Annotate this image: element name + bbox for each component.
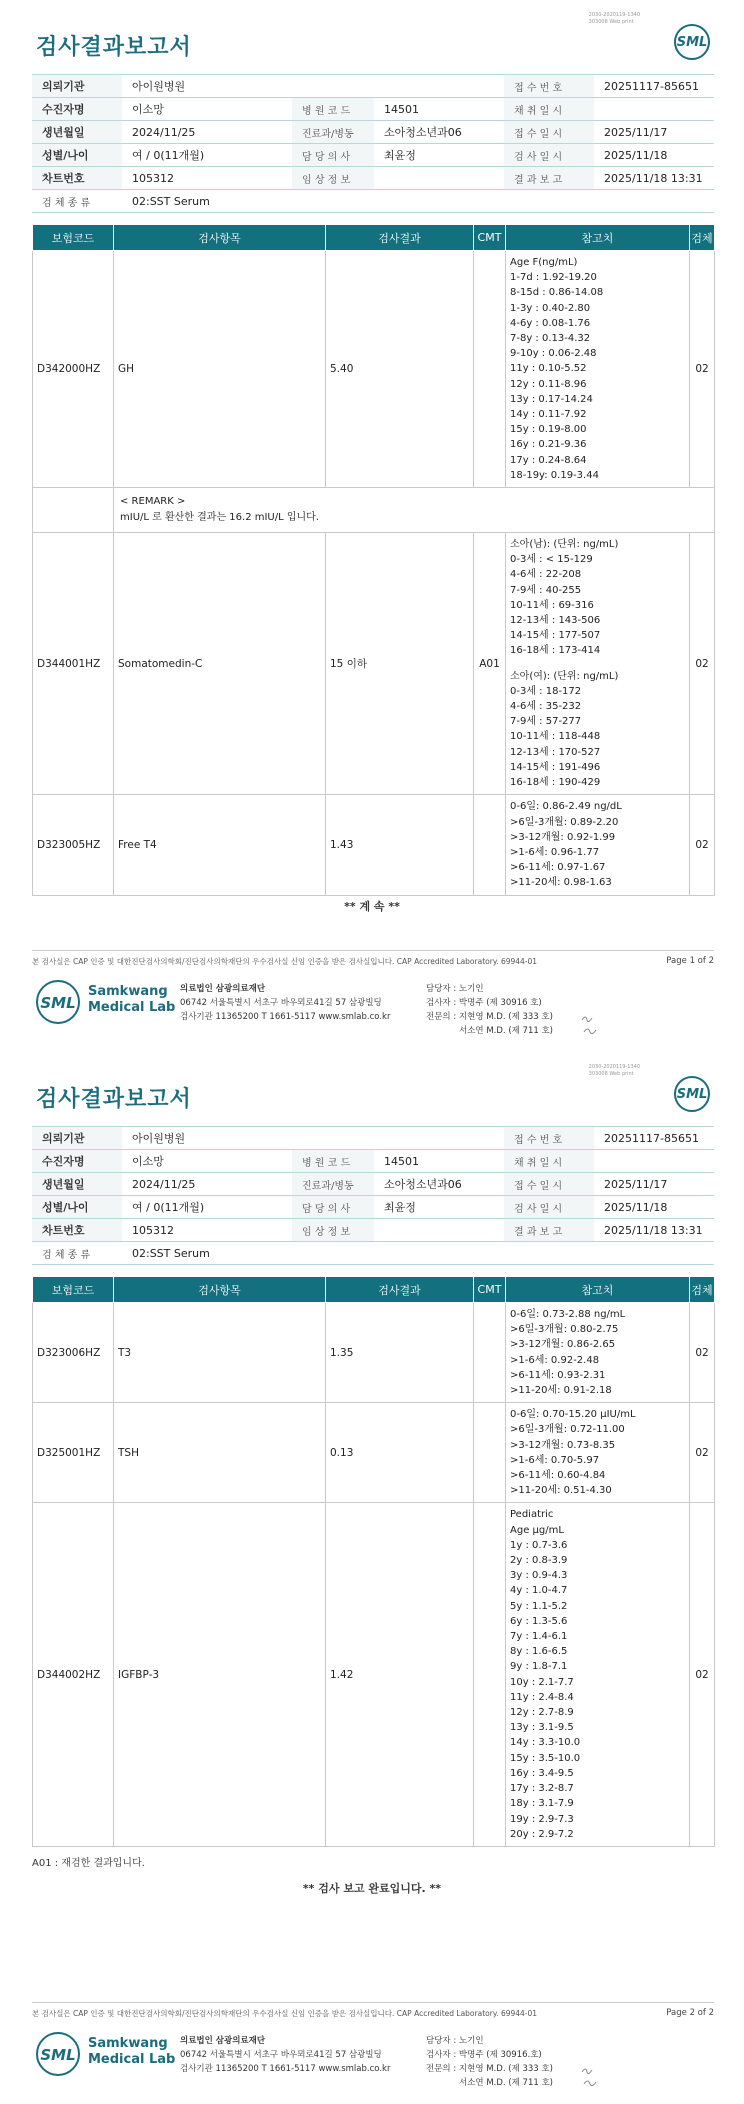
- reference-line: 14y : 3.3-10.0: [510, 1737, 581, 1749]
- value-department: 소아청소년과06: [374, 1173, 504, 1196]
- reference-line: 5y : 1.1-5.2: [510, 1600, 568, 1612]
- report-title: 검사결과보고서: [36, 35, 192, 60]
- reference-line: 10y : 2.1-7.7: [510, 1676, 574, 1688]
- reference-line: >6-11세: 0.60-4.84: [510, 1470, 606, 1482]
- reference-line: >11-20세: 0.91-2.18: [510, 1385, 612, 1397]
- reference-line: >3-12개월: 0.86-2.65: [510, 1339, 616, 1351]
- label-test-date: 검 사 일 시: [504, 1196, 594, 1219]
- report-title: 검사결과보고서: [36, 1087, 192, 1112]
- reference-line: 0-3세 : 18-172: [510, 685, 582, 697]
- reference-line: 1-3y : 0.40-2.80: [510, 302, 591, 314]
- col-reference: 참고치: [506, 225, 690, 251]
- reference-line: 14y : 0.11-7.92: [510, 409, 587, 421]
- remark-line: < REMARK >: [120, 496, 186, 508]
- value-chart: 105312: [122, 1219, 292, 1242]
- print-stamp: 2030-2020119-1340 303008 Web print: [588, 12, 640, 25]
- value-receipt-date: 2025/11/17: [594, 121, 714, 144]
- reference-line: >3-12개월: 0.92-1.99: [510, 831, 616, 843]
- cmt-code: [474, 251, 506, 488]
- reference-line: 10-11세 : 118-448: [510, 731, 601, 743]
- label-report-date: 결 과 보 고: [504, 1219, 594, 1242]
- label-chart: 차트번호: [32, 1219, 122, 1242]
- value-receipt-no: 20251117-85651: [594, 1127, 714, 1150]
- col-insurance-code: 보험코드: [33, 1277, 114, 1303]
- lab-staff: 담당자 : 노기인 검사자 : 박명주 (제 30916 호) 전문의 : 지현영 M.D. (제 333 호) 서소연 M.D. (제 711 호): [426, 984, 554, 1036]
- test-result: 1.42: [326, 1503, 474, 1846]
- test-item: T3: [114, 1303, 326, 1403]
- reference-line: Age μg/mL: [510, 1524, 564, 1536]
- reference-line: 12-13세 : 170-527: [510, 746, 601, 758]
- reference-line: 11y : 2.4-8.4: [510, 1691, 574, 1703]
- reference-range: [506, 1303, 690, 1403]
- insurance-code: D325001HZ: [33, 1403, 114, 1503]
- sml-lab-logo-icon: SML: [36, 980, 80, 1024]
- label-specimen: 검 체 종 류: [32, 1242, 122, 1265]
- reference-line: 12y : 2.7-8.9: [510, 1707, 574, 1719]
- lab-address: 의료법인 삼광의료재단 06742 서울특별시 서초구 바우뫼로41길 57 삼광빌딩 검사기관 11365200 T 1661-5117 www.smlab.co.kr: [180, 984, 391, 1022]
- reference-line: 12-13세 : 143-506: [510, 615, 601, 627]
- insurance-code: D344002HZ: [33, 1503, 114, 1846]
- remark-row: [33, 488, 715, 533]
- lab-staff: 담당자 : 노기인 검사자 : 박명주 (제 30916.호) 전문의 : 지현영 M.D. (제 333 호) 서소연 M.D. (제 711 호): [426, 2036, 554, 2088]
- reference-line: 4-6세 : 22-208: [510, 569, 582, 581]
- result-row: [33, 1503, 715, 1846]
- label-chart: 차트번호: [32, 167, 122, 190]
- reference-line: 소아(여): (단위: ng/mL): [510, 670, 619, 682]
- label-clinical: 임 상 정 보: [292, 1219, 374, 1242]
- reference-line: >1-6세: 0.70-5.97: [510, 1454, 600, 1466]
- label-sex-age: 성별/나이: [32, 1196, 122, 1219]
- reference-line: 4-6세 : 35-232: [510, 701, 582, 713]
- lab-address: 의료법인 삼광의료재단 06742 서울특별시 서초구 바우뫼로41길 57 삼광빌딩 검사기관 11365200 T 1661-5117 www.smlab.co.kr: [180, 2036, 391, 2074]
- label-dob: 생년월일: [32, 1173, 122, 1196]
- col-test-item: 검사항목: [114, 225, 326, 251]
- reference-line: 소아(남): (단위: ng/mL): [510, 539, 619, 551]
- reference-line: >1-6세: 0.92-2.48: [510, 1354, 600, 1366]
- reference-line: 15y : 3.5-10.0: [510, 1752, 581, 1764]
- reference-range: [506, 533, 690, 795]
- lab-brand: Samkwang Medical Lab: [88, 984, 176, 1015]
- test-result: 5.40: [326, 251, 474, 488]
- test-item: TSH: [114, 1403, 326, 1503]
- insurance-code: D323005HZ: [33, 795, 114, 895]
- value-receipt-no: 20251117-85651: [594, 75, 714, 98]
- reference-line: 8y : 1.6-6.5: [510, 1646, 568, 1658]
- col-specimen: 검체: [690, 1277, 715, 1303]
- reference-line: 3y : 0.9-4.3: [510, 1570, 568, 1582]
- reference-line: >6-11세: 0.97-1.67: [510, 862, 606, 874]
- signature-icon: [578, 2064, 602, 2090]
- specimen-code: 02: [690, 1503, 715, 1846]
- reference-line: 9-10y : 0.06-2.48: [510, 348, 597, 360]
- value-specimen: 02:SST Serum: [122, 190, 292, 213]
- reference-line: 16y : 0.21-9.36: [510, 439, 587, 451]
- label-report-date: 결 과 보 고: [504, 167, 594, 190]
- value-hospital: 아이원병원: [122, 1127, 292, 1150]
- reference-line: 0-6일: 0.86-2.49 ng/dL: [510, 801, 622, 813]
- lab-brand: Samkwang Medical Lab: [88, 2036, 176, 2067]
- value-receipt-date: 2025/11/17: [594, 1173, 714, 1196]
- result-row: [33, 1403, 715, 1503]
- remark-text: [114, 488, 715, 533]
- reference-line: 14-15세 : 177-507: [510, 630, 601, 642]
- label-department: 진료과/병동: [292, 121, 374, 144]
- reference-line: 17y : 3.2-8.7: [510, 1783, 574, 1795]
- patient-info-table-2: [32, 1126, 714, 1265]
- label-receipt-no: 접 수 번 호: [504, 1127, 594, 1150]
- reference-line: >3-12개월: 0.73-8.35: [510, 1439, 616, 1451]
- label-dob: 생년월일: [32, 121, 122, 144]
- specimen-code: 02: [690, 1403, 715, 1503]
- label-receipt-date: 접 수 일 시: [504, 1173, 594, 1196]
- cmt-note: A01 : 재검한 결과입니다.: [32, 1858, 145, 1869]
- value-sex-age: 여 / 0(11개월): [122, 144, 292, 167]
- label-collection: 채 취 일 시: [504, 98, 594, 121]
- label-hospital: 의뢰기관: [32, 1127, 122, 1150]
- reference-line: 0-6일: 0.73-2.88 ng/mL: [510, 1309, 626, 1320]
- footer-page-1: [0, 950, 744, 1050]
- value-specimen: 02:SST Serum: [122, 1242, 292, 1265]
- reference-line: 13y : 0.17-14.24: [510, 393, 593, 405]
- label-hospital: 의뢰기관: [32, 75, 122, 98]
- reference-line: 12y : 0.11-8.96: [510, 378, 587, 390]
- label-patient: 수진자명: [32, 98, 122, 121]
- patient-info-table: [32, 74, 714, 213]
- value-clinical: [374, 167, 504, 190]
- reference-line: >1-6세: 0.96-1.77: [510, 846, 600, 858]
- result-row: [33, 1303, 715, 1403]
- reference-line: 17y : 0.24-8.64: [510, 454, 587, 466]
- remark-spacer: [33, 488, 114, 533]
- reference-line: 8-15d : 0.86-14.08: [510, 287, 604, 299]
- test-result: 15 이하: [326, 533, 474, 795]
- label-receipt-date: 접 수 일 시: [504, 121, 594, 144]
- print-stamp: 2030-2020119-1340 303008 Web print: [588, 1064, 640, 1077]
- value-clinical: [374, 1219, 504, 1242]
- value-patient: 이소망: [122, 98, 292, 121]
- remark-line: mIU/L 로 환산한 결과는 16.2 mIU/L 입니다.: [120, 512, 320, 524]
- value-hospital: 아이원병원: [122, 75, 292, 98]
- reference-range: [506, 251, 690, 488]
- value-dob: 2024/11/25: [122, 121, 292, 144]
- reference-line: >6일-3개월: 0.89-2.20: [510, 816, 619, 828]
- reference-line: >11-20세: 0.51-4.30: [510, 1485, 612, 1497]
- reference-line: 18-19y: 0.19-3.44: [510, 469, 599, 481]
- result-row: [33, 533, 715, 795]
- reference-line: 7-9세 : 57-277: [510, 716, 582, 728]
- sml-logo-icon: SML: [674, 24, 710, 60]
- label-receipt-no: 접 수 번 호: [504, 75, 594, 98]
- col-specimen: 검체: [690, 225, 715, 251]
- col-test-item: 검사항목: [114, 1277, 326, 1303]
- value-collection: [594, 1150, 714, 1173]
- label-clinical: 임 상 정 보: [292, 167, 374, 190]
- reference-line: 18y : 3.1-7.9: [510, 1798, 574, 1810]
- label-patient: 수진자명: [32, 1150, 122, 1173]
- cmt-code: A01: [474, 533, 506, 795]
- reference-line: 14-15세 : 191-496: [510, 761, 601, 773]
- cmt-code: [474, 1503, 506, 1846]
- results-table-page-1: [32, 224, 715, 896]
- reference-line: 7-9세 : 40-255: [510, 584, 582, 596]
- label-doctor: 담 당 의 사: [292, 144, 374, 167]
- reference-line: 7y : 1.4-6.1: [510, 1631, 568, 1643]
- page-number: Page 2 of 2: [666, 2008, 714, 2018]
- specimen-code: 02: [690, 795, 715, 895]
- reference-line: 0-6일: 0.70-15.20 μIU/mL: [510, 1409, 636, 1421]
- cmt-code: [474, 1403, 506, 1503]
- value-collection: [594, 98, 714, 121]
- continue-text: ** 계 속 **: [344, 900, 400, 913]
- reference-line: 6y : 1.3-5.6: [510, 1615, 568, 1627]
- value-test-date: 2025/11/18: [594, 1196, 714, 1219]
- test-item: IGFBP-3: [114, 1503, 326, 1846]
- reference-line: 4y : 1.0-4.7: [510, 1585, 568, 1597]
- sml-lab-logo-icon: SML: [36, 2032, 80, 2076]
- reference-line: 0-3세 : < 15-129: [510, 554, 593, 566]
- complete-text: ** 검사 보고 완료입니다. **: [302, 1882, 442, 1895]
- insurance-code: D342000HZ: [33, 251, 114, 488]
- insurance-code: D344001HZ: [33, 533, 114, 795]
- results-header-row: [33, 225, 715, 251]
- reference-line: 19y : 2.9-7.3: [510, 1813, 574, 1825]
- insurance-code: D323006HZ: [33, 1303, 114, 1403]
- reference-line: 16-18세 : 173-414: [510, 645, 601, 657]
- reference-line: 11y : 0.10-5.52: [510, 363, 587, 375]
- label-department: 진료과/병동: [292, 1173, 374, 1196]
- value-sex-age: 여 / 0(11개월): [122, 1196, 292, 1219]
- col-cmt: CMT: [474, 1277, 506, 1303]
- result-row: [33, 795, 715, 895]
- sml-logo-icon: SML: [674, 1076, 710, 1112]
- label-collection: 채 취 일 시: [504, 1150, 594, 1173]
- reference-line: >6일-3개월: 0.72-11.00: [510, 1424, 625, 1436]
- test-result: 1.35: [326, 1303, 474, 1403]
- reference-range: [506, 1503, 690, 1846]
- report-page-2: [0, 1052, 744, 2104]
- reference-line: Age F(ng/mL): [510, 257, 578, 268]
- reference-line: [510, 659, 685, 669]
- reference-line: 2y : 0.8-3.9: [510, 1555, 568, 1567]
- reference-line: 4-6y : 0.08-1.76: [510, 317, 591, 329]
- report-header-2: [0, 1052, 744, 1122]
- specimen-code: 02: [690, 251, 715, 488]
- reference-line: 13y : 3.1-9.5: [510, 1722, 574, 1734]
- value-hospital-code: 14501: [374, 98, 504, 121]
- reference-range: [506, 1403, 690, 1503]
- reference-line: 1y : 0.7-3.6: [510, 1539, 568, 1551]
- value-report-date: 2025/11/18 13:31: [594, 167, 714, 190]
- value-department: 소아청소년과06: [374, 121, 504, 144]
- col-insurance-code: 보험코드: [33, 225, 114, 251]
- label-test-date: 검 사 일 시: [504, 144, 594, 167]
- test-result: 0.13: [326, 1403, 474, 1503]
- reference-line: >6일-3개월: 0.80-2.75: [510, 1324, 619, 1336]
- reference-line: Pediatric: [510, 1509, 554, 1521]
- reference-line: 16y : 3.4-9.5: [510, 1767, 574, 1779]
- col-cmt: CMT: [474, 225, 506, 251]
- value-patient: 이소망: [122, 1150, 292, 1173]
- value-doctor: 최윤정: [374, 144, 504, 167]
- specimen-code: 02: [690, 533, 715, 795]
- signature-icon: [578, 1012, 602, 1038]
- value-report-date: 2025/11/18 13:31: [594, 1219, 714, 1242]
- col-result: 검사결과: [326, 225, 474, 251]
- reference-line: >6-11세: 0.93-2.31: [510, 1369, 606, 1381]
- cap-caption: 본 검사실은 CAP 인증 및 대한진단검사의학회/진단검사의학재단의 우수검사실 신임 인증을 받은 검사실입니다. CAP Accredited Laboratory. 69944-01: [32, 957, 538, 966]
- specimen-code: 02: [690, 1303, 715, 1403]
- test-item: Free T4: [114, 795, 326, 895]
- label-hospital-code: 병 원 코 드: [292, 98, 374, 121]
- col-reference: 참고치: [506, 1277, 690, 1303]
- value-hospital-code: 14501: [374, 1150, 504, 1173]
- value-test-date: 2025/11/18: [594, 144, 714, 167]
- label-sex-age: 성별/나이: [32, 144, 122, 167]
- results-table-page-2: [32, 1276, 715, 1847]
- label-doctor: 담 당 의 사: [292, 1196, 374, 1219]
- reference-line: 15y : 0.19-8.00: [510, 424, 587, 436]
- test-item: Somatomedin-C: [114, 533, 326, 795]
- label-hospital-code: 병 원 코 드: [292, 1150, 374, 1173]
- results-header-row: [33, 1277, 715, 1303]
- reference-line: 1-7d : 1.92-19.20: [510, 272, 597, 284]
- result-row: [33, 251, 715, 488]
- footer-page-2: [0, 2002, 744, 2102]
- col-result: 검사결과: [326, 1277, 474, 1303]
- reference-line: 16-18세 : 190-429: [510, 777, 601, 789]
- report-header: [0, 0, 744, 70]
- value-chart: 105312: [122, 167, 292, 190]
- value-dob: 2024/11/25: [122, 1173, 292, 1196]
- cmt-code: [474, 795, 506, 895]
- reference-line: 20y : 2.9-7.2: [510, 1828, 574, 1840]
- test-result: 1.43: [326, 795, 474, 895]
- reference-line: 7-8y : 0.13-4.32: [510, 333, 591, 345]
- reference-line: 10-11세 : 69-316: [510, 599, 594, 611]
- test-item: GH: [114, 251, 326, 488]
- cmt-code: [474, 1303, 506, 1403]
- value-doctor: 최윤정: [374, 1196, 504, 1219]
- reference-line: >11-20세: 0.98-1.63: [510, 877, 612, 889]
- reference-range: [506, 795, 690, 895]
- page-number: Page 1 of 2: [666, 956, 714, 966]
- reference-line: 9y : 1.8-7.1: [510, 1661, 568, 1673]
- cap-caption: 본 검사실은 CAP 인증 및 대한진단검사의학회/진단검사의학재단의 우수검사실 신임 인증을 받은 검사실입니다. CAP Accredited Laboratory. 69944-01: [32, 2009, 538, 2018]
- label-specimen: 검 체 종 류: [32, 190, 122, 213]
